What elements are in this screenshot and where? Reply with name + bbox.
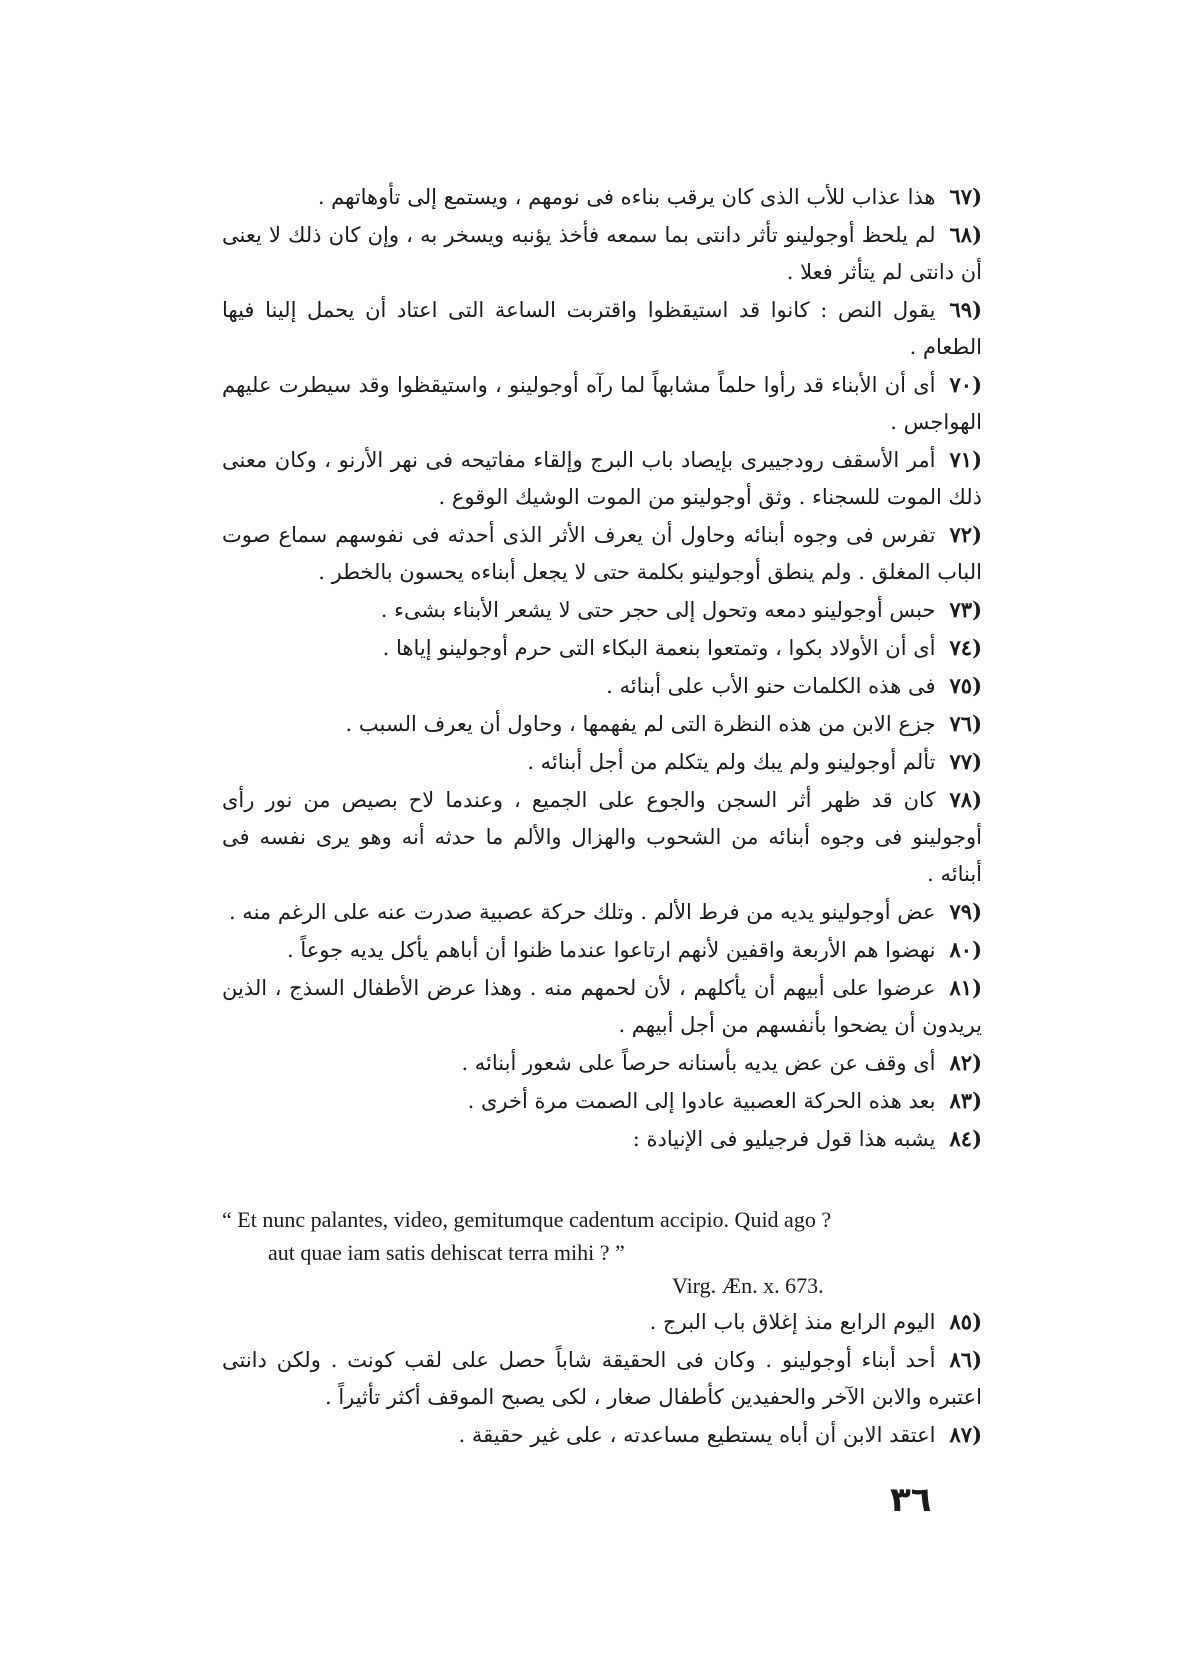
footnote-number: (٧٥: [949, 673, 982, 698]
footnote: [222, 1044, 982, 1082]
footnote: [222, 216, 982, 291]
footnote: [222, 969, 982, 1044]
footnote-number: (٦٨: [949, 222, 982, 247]
footnote-number: (٧٣: [949, 597, 982, 622]
footnote-text: اعتقد الابن أن أباه يستطيع مساعدته ، على غير حقيقة .: [458, 1423, 936, 1447]
footnote: [222, 931, 982, 969]
footnote-text: جزع الابن من هذه النظرة التى لم يفهمها ، وحاول أن يعرف السبب .: [345, 712, 936, 736]
footnote: [222, 1082, 982, 1120]
footnote-text: هذا عذاب للأب الذى كان يرقب بناءه فى نومهم ، ويستمع إلى تأوهاتهم .: [317, 185, 936, 209]
footnote: [222, 516, 982, 591]
footnote-number: (٧٢: [949, 522, 982, 547]
footnote-text: أى وقف عن عض يديه بأسنانه حرصاً على شعور أبنائه .: [461, 1051, 936, 1075]
footnote-number: (٧٨: [949, 787, 982, 812]
footnote: [222, 893, 982, 931]
footnote-text: اليوم الرابع منذ إغلاق باب البرج .: [649, 1310, 936, 1334]
footnote-number: (٨١: [949, 975, 982, 1000]
quote-source: Virg. Æn. x. 673.: [672, 1273, 824, 1298]
footnote-number: (٦٩: [949, 297, 982, 322]
quote-line-1: “ Et nunc palantes, video, gemitumque cadentum accipio. Quid ago ?: [222, 1207, 832, 1232]
footnote-number: (٧١: [949, 447, 982, 472]
footnote: [222, 591, 982, 629]
footnote-number: (٧٠: [949, 372, 982, 397]
footnote: [222, 441, 982, 516]
footnote: [222, 667, 982, 705]
quote-line-2: aut quae iam satis dehiscat terra mihi ? ”: [268, 1240, 625, 1265]
footnote: [222, 1120, 982, 1158]
footnote-number: (٨٢: [949, 1050, 982, 1075]
footnotes-block: [222, 178, 982, 1158]
page-number: ٣٦: [890, 1480, 932, 1520]
footnote-number: (٧٤: [949, 635, 982, 660]
footnote: [222, 291, 982, 366]
footnote-text: نهضوا هم الأربعة واقفين لأنهم ارتاعوا عندما ظنوا أن أباهم يأكل يديه جوعاً .: [286, 938, 936, 962]
footnote-text: لم يلحظ أوجولينو تأثر دانتى بما سمعه فأخذ يؤنبه ويسخر به ، وإن كان ذلك لا يعنى أن دانتى لم يتأثر فعلا .: [222, 223, 982, 284]
footnote-text: حبس أوجولينو دمعه وتحول إلى حجر حتى لا يشعر الأبناء بشىء .: [380, 598, 936, 622]
latin-quotation: [222, 1203, 992, 1302]
footnote-number: (٨٥: [949, 1309, 982, 1334]
footnote-number: (٨٦: [949, 1347, 982, 1372]
footnote-number: (٦٧: [949, 184, 982, 209]
footnote: [222, 705, 982, 743]
footnote-text: أحد أبناء أوجولينو . وكان فى الحقيقة شاباً حصل على لقب كونت . ولكن دانتى اعتبره والابن الآخر والحفيدين كأطفال صغار ، لكى يصبح الموقف أكثر تأثيراً .: [222, 1348, 982, 1409]
footnote-text: عرضوا على أبيهم أن يأكلهم ، لأن لحمهم منه . وهذا عرض الأطفال السذج ، الذين يريدون أن يضحوا بأنفسهم من أجل أبيهم .: [222, 976, 982, 1037]
footnote-text: أمر الأسقف رودجييرى بإيصاد باب البرج وإلقاء مفاتيحه فى نهر الأرنو ، وكان معنى ذلك الموت للسجناء . وثق أوجولينو من الموت الوشيك الوقوع .: [222, 448, 982, 509]
footnote-text: أى أن الأولاد بكوا ، وتمتعوا بنعمة البكاء التى حرم أوجولينو إياها .: [382, 636, 936, 660]
footnote: [222, 781, 982, 893]
footnote: [222, 629, 982, 667]
footnote-number: (٨٧: [949, 1422, 982, 1447]
footnote: [222, 1341, 982, 1416]
footnote-text: أى أن الأبناء قد رأوا حلماً مشابهاً لما رآه أوجولينو ، واستيقظوا وقد سيطرت عليهم الهواجس .: [222, 373, 982, 434]
footnote-text: تألم أوجولينو ولم يبك ولم يتكلم من أجل أبنائه .: [527, 750, 936, 774]
footnote-number: (٨٠: [949, 937, 982, 962]
footnote-number: (٧٧: [949, 749, 982, 774]
footnote-number: (٨٣: [949, 1088, 982, 1113]
footnote-text: بعد هذه الحركة العصبية عادوا إلى الصمت مرة أخرى .: [467, 1089, 936, 1113]
footnote-text: تفرس فى وجوه أبنائه وحاول أن يعرف الأثر الذى أحدثه فى نفوسهم سماع صوت الباب المغلق . ولم ينطق أوجولينو بكلمة حتى لا يجعل أبناءه يحسون بالخطر .: [222, 523, 982, 584]
footnote: [222, 743, 982, 781]
footnote-text: عض أوجولينو يديه من فرط الألم . وتلك حركة عصبية صدرت عنه على الرغم منه .: [228, 900, 936, 924]
footnote-text: فى هذه الكلمات حنو الأب على أبنائه .: [606, 674, 936, 698]
footnote: [222, 1416, 982, 1454]
footnote: [222, 178, 982, 216]
footnote-text: كان قد ظهر أثر السجن والجوع على الجميع ، وعندما لاح بصيص من نور رأى أوجولينو فى وجوه أبنائه من الشحوب والهزال والألم ما حدثه أنه وهو يرى نفسه فى أبنائه .: [222, 788, 982, 886]
footnote-number: (٧٦: [949, 711, 982, 736]
footnote-number: (٨٤: [949, 1126, 982, 1151]
footnote-number: (٧٩: [949, 899, 982, 924]
footnotes-block-continued: [222, 1303, 982, 1454]
footnote-text: يشبه هذا قول فرجيليو فى الإنيادة :: [632, 1127, 936, 1151]
footnote-text: يقول النص : كانوا قد استيقظوا واقتربت الساعة التى اعتاد أن يحمل إلينا فيها الطعام .: [222, 298, 982, 359]
footnote: [222, 366, 982, 441]
footnote: [222, 1303, 982, 1341]
